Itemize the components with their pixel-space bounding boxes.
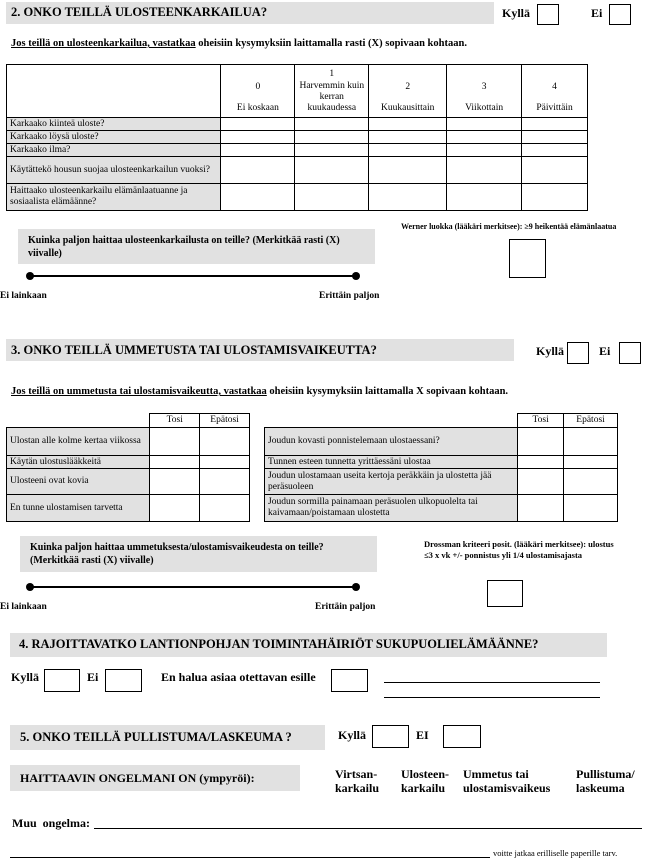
col-header-true: Tosi (518, 414, 564, 428)
col-header-1: 1 Harvemmin kuin kerran kuukaudessa (295, 65, 369, 118)
answer-cell[interactable] (200, 428, 250, 456)
section2-vas-question: Kuinka paljon haittaa ulosteenkarkailusta on teille? (Merkitkää rasti (X) viivalle) (28, 235, 340, 259)
section3-vas-left-label: Ei lainkaan (0, 602, 47, 612)
section4-title: 4. RAJOITTAVATKO LANTIONPOHJAN TOIMINTAHÄIRIÖT SUKUPUOLIELÄMÄÄNNE? (19, 637, 539, 651)
table-row (265, 428, 618, 456)
section3-no-checkbox[interactable] (619, 342, 641, 364)
section2-instruction-underlined: Jos teillä on ulosteenkarkailua, vastatkaa (11, 38, 196, 49)
answer-cell[interactable] (564, 495, 618, 522)
worst-problem-title: HAITTAAVIN ONGELMANI ON (ympyröi): (20, 771, 255, 785)
table-row (7, 184, 588, 211)
answer-cell[interactable] (518, 469, 564, 495)
section3-right-table (264, 413, 618, 522)
section4-no-discuss-label: En halua asiaa otettavan esille (161, 670, 316, 684)
answer-cell[interactable] (150, 469, 200, 495)
worst-option-prolapse[interactable]: Pullistuma/ laskeuma (576, 767, 635, 795)
other-problem-line-2[interactable] (10, 857, 490, 858)
worst-option-urine[interactable]: Virtsan- karkailu (335, 767, 380, 795)
section3-left-table (6, 413, 250, 522)
table-row (7, 131, 588, 144)
other-problem-label: Muu ongelma: (12, 816, 90, 830)
werner-score-box[interactable] (509, 239, 546, 278)
col-header-false: Epätosi (200, 414, 250, 428)
answer-cell[interactable] (221, 184, 295, 211)
row-label: Karkaako kiinteä uloste? (7, 118, 221, 131)
answer-cell[interactable] (369, 184, 447, 211)
answer-cell[interactable] (369, 118, 447, 131)
col-header-false: Epätosi (564, 414, 618, 428)
section5-no-checkbox[interactable] (443, 725, 481, 748)
answer-cell[interactable] (522, 118, 588, 131)
worst-option-stool[interactable]: Ulosteen- karkailu (401, 767, 449, 795)
row-label: Käytän ulostuslääkkeitä (7, 456, 150, 469)
table-row (265, 495, 618, 522)
col-header-0: 0 Ei koskaan (221, 65, 295, 118)
table-row (7, 157, 588, 184)
answer-cell[interactable] (518, 428, 564, 456)
answer-cell[interactable] (447, 157, 522, 184)
section5-yes-label: Kyllä (338, 728, 367, 742)
answer-cell[interactable] (200, 495, 250, 522)
answer-cell[interactable] (295, 131, 369, 144)
section2-instruction (11, 38, 467, 49)
section3-vas-question: Kuinka paljon haittaa ummetuksesta/ulostamisvaikeudesta on teille? (Merkitkää rasti (X) viivalle) (30, 542, 324, 566)
table-row (7, 495, 250, 522)
row-label: Joudun kovasti ponnistelemaan ulostaessani? (265, 428, 518, 456)
section3-yes-label: Kyllä (536, 344, 565, 358)
werner-note: Werner luokka (lääkäri merkitsee): ≥9 heikentää elämänlaatua (401, 222, 617, 231)
answer-cell[interactable] (295, 184, 369, 211)
answer-cell[interactable] (150, 428, 200, 456)
section2-vas-end-dot (352, 272, 360, 280)
table-row (265, 456, 618, 469)
row-label: Ulostan alle kolme kertaa viikossa (7, 428, 150, 456)
section4-write-line-1[interactable] (384, 682, 600, 683)
col-header-true: Tosi (150, 414, 200, 428)
answer-cell[interactable] (369, 157, 447, 184)
answer-cell[interactable] (369, 131, 447, 144)
row-label: Joudun ulostamaan useita kertoja peräkkäin ja ulostetta jää peräsuoleen (265, 469, 518, 495)
answer-cell[interactable] (150, 495, 200, 522)
section4-no-label: Ei (87, 670, 99, 684)
answer-cell[interactable] (522, 131, 588, 144)
section2-instruction-rest: oheisiin kysymyksiin laittamalla rasti (X) sopivaan kohtaan. (195, 38, 467, 49)
table-row (7, 456, 250, 469)
drossman-box[interactable] (487, 580, 523, 607)
col-header-2: 2 Kuukausittain (369, 65, 447, 118)
section3-title: 3. ONKO TEILLÄ UMMETUSTA TAI ULOSTAMISVAIKEUTTA? (11, 343, 377, 357)
answer-cell[interactable] (200, 469, 250, 495)
row-label: Karkaako ilma? (7, 144, 221, 157)
row-label: Joudun sormilla painamaan peräsuolen ulkopuolelta tai kaivamaan/poistamaan ulostetta (265, 495, 518, 522)
answer-cell[interactable] (221, 118, 295, 131)
section2-yes-label: Kyllä (502, 6, 531, 20)
section3-vas-right-label: Erittäin paljon (315, 602, 376, 612)
table-row (7, 428, 250, 456)
col-header-4: 4 Päivittäin (522, 65, 588, 118)
answer-cell[interactable] (221, 131, 295, 144)
table-row (7, 469, 250, 495)
answer-cell[interactable] (200, 456, 250, 469)
section2-vas-right-label: Erittäin paljon (319, 291, 380, 301)
row-label: Ulosteeni ovat kovia (7, 469, 150, 495)
section3-instruction-rest: oheisiin kysymyksiin laittamalla X sopivaan kohtaan. (266, 386, 509, 397)
table-row (7, 118, 588, 131)
answer-cell[interactable] (518, 495, 564, 522)
answer-cell[interactable] (447, 144, 522, 157)
section2-vas-line[interactable] (30, 275, 357, 277)
answer-cell[interactable] (522, 144, 588, 157)
answer-cell[interactable] (221, 157, 295, 184)
col-header-3: 3 Viikottain (447, 65, 522, 118)
section3-yes-checkbox[interactable] (567, 342, 589, 364)
row-label: Haittaako ulosteenkarkailu elämänlaatuanne ja sosiaalista elämäänne? (7, 184, 221, 211)
section2-vas-left-label: Ei lainkaan (0, 291, 47, 301)
section4-no-checkbox[interactable] (105, 669, 142, 692)
answer-cell[interactable] (522, 157, 588, 184)
answer-cell[interactable] (564, 469, 618, 495)
answer-cell[interactable] (518, 456, 564, 469)
section2-yes-checkbox[interactable] (537, 4, 559, 25)
answer-cell[interactable] (295, 118, 369, 131)
answer-cell[interactable] (369, 144, 447, 157)
section4-yes-checkbox[interactable] (44, 669, 80, 692)
section2-vas-start-dot (26, 272, 34, 280)
section5-title: 5. ONKO TEILLÄ PULLISTUMA/LASKEUMA ? (20, 730, 292, 744)
section3-vas-end-dot (352, 583, 360, 591)
answer-cell[interactable] (221, 144, 295, 157)
section3-vas-start-dot (26, 583, 34, 591)
answer-cell[interactable] (295, 157, 369, 184)
answer-cell[interactable] (447, 131, 522, 144)
section2-no-label: Ei (591, 6, 603, 20)
other-problem-line-1[interactable] (94, 828, 642, 829)
table-row (265, 469, 618, 495)
section4-no-discuss-checkbox[interactable] (331, 669, 368, 692)
row-label: En tunne ulostamisen tarvetta (7, 495, 150, 522)
section3-vas-line[interactable] (30, 586, 357, 588)
section2-no-checkbox[interactable] (609, 4, 631, 25)
continue-note: voitte jatkaa erilliselle paperille tarv. (493, 848, 618, 858)
answer-cell[interactable] (522, 184, 588, 211)
section2-frequency-table (6, 64, 588, 211)
answer-cell[interactable] (447, 118, 522, 131)
worst-option-constipation[interactable]: Ummetus tai ulostamisvaikeus (463, 767, 551, 795)
row-label: Käytättekö housun suojaa ulosteenkarkailun vuoksi? (7, 157, 221, 184)
row-label: Tunnen esteen tunnetta yrittäessäni ulostaa (265, 456, 518, 469)
section4-write-line-2[interactable] (384, 697, 600, 698)
section5-yes-checkbox[interactable] (372, 725, 409, 748)
row-label: Karkaako löysä uloste? (7, 131, 221, 144)
section3-instruction-underlined: Jos teillä on ummetusta tai ulostamisvaikeutta, vastatkaa (11, 386, 267, 397)
section4-yes-label: Kyllä (11, 670, 40, 684)
section5-no-label: EI (416, 728, 429, 742)
drossman-note: Drossman kriteeri posit. (lääkäri merkitsee): ulostus ≤3 x vk +/- ponnistus yli 1/4 ulostamisajasta (424, 539, 614, 560)
answer-cell[interactable] (564, 456, 618, 469)
answer-cell[interactable] (564, 428, 618, 456)
answer-cell[interactable] (447, 184, 522, 211)
table-row (7, 144, 588, 157)
answer-cell[interactable] (150, 456, 200, 469)
section2-title: 2. ONKO TEILLÄ ULOSTEENKARKAILUA? (11, 5, 268, 19)
section3-instruction (11, 386, 508, 397)
answer-cell[interactable] (295, 144, 369, 157)
section3-no-label: Ei (599, 344, 611, 358)
